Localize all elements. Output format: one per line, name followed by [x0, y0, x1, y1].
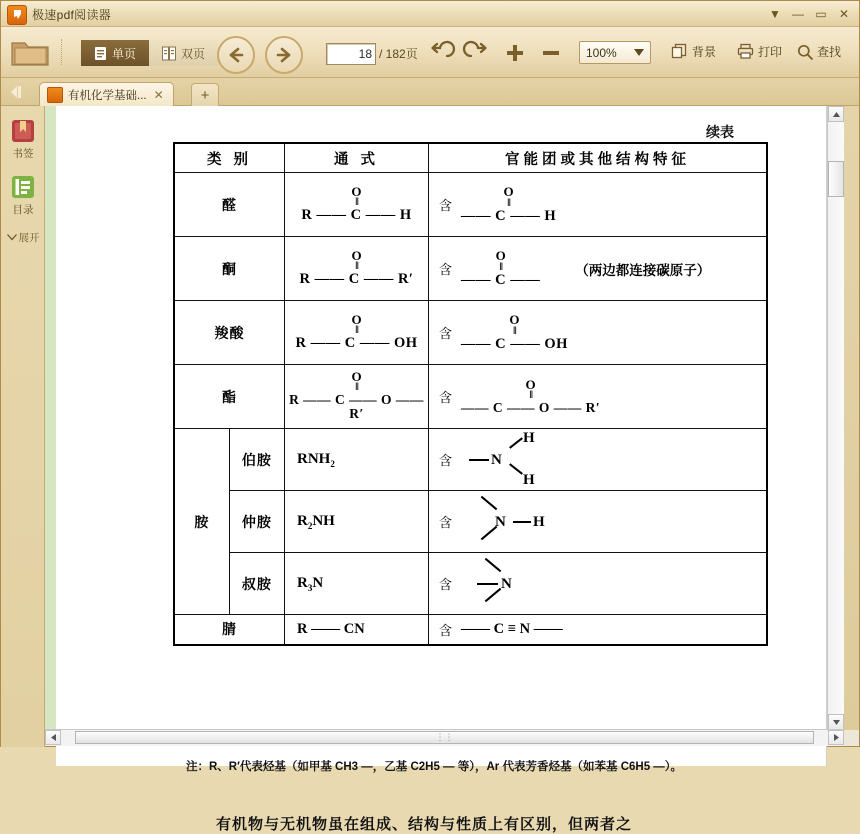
row-formula: $R_2NH$ [285, 491, 429, 553]
amine-primary-diagram: N H H [461, 432, 547, 488]
print-button[interactable] [737, 43, 782, 60]
amine-secondary-diagram: N H [461, 494, 571, 550]
close-button[interactable]: ✕ [838, 6, 850, 21]
chevron-down-icon [634, 49, 644, 56]
feature-chain: —— C —— [461, 271, 541, 288]
formula-top: O [351, 311, 362, 327]
table-row [174, 301, 767, 365]
functional-groups-table [173, 142, 768, 646]
window-title: 极速pdf阅读器 [32, 8, 112, 22]
feature-note: （两边都连接碳原子） [575, 262, 711, 278]
row-feature [429, 301, 768, 365]
formula-chain: R —— C —— R′ [299, 271, 414, 288]
scroll-grip-icon: ⋮⋮ [435, 732, 454, 742]
zoom-out-button[interactable] [541, 43, 561, 63]
feature-prefix: 含 [439, 326, 453, 341]
feature-prefix: 含 [439, 515, 453, 530]
row-subcategory: 仲胺 [229, 491, 284, 553]
feature-bond: ‖ [507, 196, 510, 209]
formula-top: O [351, 247, 362, 263]
scroll-down-button[interactable] [828, 714, 844, 730]
row-formula [285, 237, 429, 301]
feature-prefix: 含 [439, 198, 453, 213]
zoom-level-value: 100% [586, 45, 617, 60]
find-button[interactable] [797, 43, 841, 60]
row-category: 羧酸 [174, 301, 285, 365]
scrollbar-corner [844, 730, 859, 746]
row-formula [285, 365, 429, 429]
pdf-app-icon [7, 5, 27, 25]
row-category-amine: 胺 [174, 429, 229, 615]
formula-bond: ‖ [355, 324, 358, 337]
feature-chain: —— C —— H [461, 207, 557, 224]
table-row [174, 615, 767, 645]
caret-left-icon [51, 734, 56, 741]
feature-top: O [495, 248, 506, 264]
table-row [174, 553, 767, 615]
menu-button[interactable]: ▼ [769, 6, 781, 21]
feature-prefix: 含 [439, 622, 453, 638]
toolbar-divider [61, 39, 62, 65]
row-formula [285, 615, 429, 645]
title-bar [1, 1, 859, 27]
formula-bond: ‖ [355, 381, 358, 394]
header-category: 类 别 [174, 143, 285, 173]
chevron-down-icon [7, 234, 17, 241]
background-label: 背景 [692, 45, 717, 59]
search-icon [797, 44, 813, 60]
header-feature: 官能团或其他结构特征 [429, 143, 768, 173]
rotate-right-button[interactable] [467, 43, 489, 63]
background-icon [671, 43, 688, 60]
left-sidebar [1, 106, 45, 747]
row-feature [429, 173, 768, 237]
table-row [174, 429, 767, 491]
sidebar-toc-label: 目录 [12, 204, 34, 216]
bookmark-icon [10, 118, 36, 144]
row-formula [285, 301, 429, 365]
sidebar-item-bookmark[interactable] [1, 118, 45, 161]
row-feature [429, 429, 768, 491]
feature-prefix: 含 [439, 577, 453, 592]
table-header-row [174, 143, 767, 173]
print-label: 打印 [758, 45, 783, 59]
feature-top: O [503, 184, 514, 200]
single-page-label: 单页 [112, 46, 137, 61]
caret-right-icon [834, 734, 839, 741]
table-row [174, 173, 767, 237]
table-row [174, 237, 767, 301]
caret-up-icon [833, 112, 840, 117]
feature-prefix: 含 [439, 389, 453, 405]
row-subcategory: 伯胺 [229, 429, 284, 491]
row-feature [429, 237, 768, 301]
feature-chain: —— C —— OH [461, 335, 568, 352]
formula-top: O [351, 183, 362, 199]
row-feature [429, 553, 768, 615]
row-category: 酮 [174, 237, 285, 301]
vertical-scroll-gutter [844, 106, 859, 730]
formula-chain: R —— CN [297, 621, 365, 638]
vertical-scroll-thumb[interactable] [828, 161, 844, 197]
formula-bond: ‖ [355, 196, 358, 209]
zoom-in-button[interactable] [505, 43, 525, 63]
toolbar [1, 27, 859, 78]
scroll-up-button[interactable] [828, 106, 844, 122]
feature-chain: —— C —— O —— R′ [461, 400, 601, 416]
feature-chain: —— C ≡ N —— [461, 620, 563, 637]
tab-bar [1, 78, 859, 106]
next-page-button[interactable] [265, 36, 303, 74]
page-number-input[interactable] [326, 43, 376, 65]
table-row [174, 365, 767, 429]
rotate-left-button[interactable] [429, 43, 451, 63]
pdf-page [56, 106, 827, 833]
tabbar-back-button[interactable] [7, 82, 29, 102]
toc-icon [10, 174, 36, 200]
formula-chain: R —— C —— H [301, 207, 412, 224]
tab-close-icon[interactable]: ✕ [153, 87, 164, 102]
vertical-scrollbar[interactable] [827, 106, 844, 730]
page-number-field[interactable] [327, 44, 375, 64]
feature-bond: ‖ [529, 389, 532, 402]
find-label: 查找 [817, 45, 842, 59]
row-category: 醛 [174, 173, 285, 237]
row-formula [285, 173, 429, 237]
sidebar-expand-label: 展开 [18, 232, 40, 244]
tab-pdf-icon [47, 87, 63, 103]
zoom-level-select[interactable] [579, 41, 651, 64]
document-tab[interactable] [39, 82, 174, 106]
back-arrow-icon [9, 85, 27, 99]
feature-top: O [525, 376, 536, 392]
formula-top: O [351, 368, 362, 384]
new-tab-button[interactable]: + [191, 83, 219, 107]
body-paragraph: 有机物与无机物虽在组成、结构与性质上有区别，但两者之 [216, 816, 633, 833]
row-feature [429, 615, 768, 645]
formula-chain: R —— C —— O —— R′ [289, 392, 424, 422]
scroll-left-button[interactable] [45, 730, 61, 745]
feature-top: O [509, 312, 520, 328]
single-page-button[interactable] [81, 40, 149, 66]
horizontal-scrollbar[interactable] [45, 729, 844, 746]
row-category: 腈 [174, 615, 285, 645]
open-file-button[interactable] [10, 35, 50, 69]
row-subcategory: 叔胺 [229, 553, 284, 615]
row-formula: $R_3N$ [285, 553, 429, 615]
formula-chain: R —— C —— OH [295, 335, 418, 352]
page-total-label: / 182页 [379, 47, 418, 61]
caret-down-icon [833, 720, 840, 725]
sidebar-item-toc[interactable] [1, 174, 45, 217]
printer-icon [737, 43, 754, 60]
sidebar-bookmark-label: 书签 [12, 148, 34, 160]
minimize-button[interactable]: — [792, 6, 804, 21]
row-category: 酯 [174, 365, 285, 429]
background-button[interactable] [671, 43, 716, 60]
row-feature [429, 365, 768, 429]
header-formula: 通 式 [285, 143, 429, 173]
footnote-line-1: 注：R、R′代表烃基（如甲基 CH3 —，乙基 C2H5 — 等），Ar 代表芳香烃基（如苯基 [186, 761, 618, 773]
document-viewport[interactable] [45, 106, 859, 833]
double-page-button[interactable] [149, 40, 218, 66]
horizontal-scroll-thumb[interactable] [75, 731, 814, 744]
feature-prefix: 含 [439, 262, 453, 277]
row-feature [429, 491, 768, 553]
page-mode-toggle[interactable] [81, 40, 218, 66]
table-row [174, 491, 767, 553]
amine-tertiary-diagram: N [461, 556, 551, 612]
maximize-button[interactable]: ▭ [815, 6, 827, 21]
scroll-right-button[interactable] [828, 730, 844, 745]
double-page-label: 双页 [181, 46, 206, 61]
feature-bond: ‖ [513, 324, 516, 337]
footnote-line-2: C6H5 —）。 [620, 761, 683, 773]
feature-bond: ‖ [499, 260, 502, 273]
table-footnote [186, 759, 782, 777]
sidebar-expand-button[interactable] [1, 230, 45, 245]
tab-title: 有机化学基础... [68, 89, 147, 102]
formula-bond: ‖ [355, 260, 358, 273]
window-controls [764, 4, 855, 23]
feature-prefix: 含 [439, 453, 453, 468]
continued-table-label: 续表 [706, 124, 734, 140]
row-formula: $RNH_2$ [285, 429, 429, 491]
prev-page-button[interactable] [217, 36, 255, 74]
